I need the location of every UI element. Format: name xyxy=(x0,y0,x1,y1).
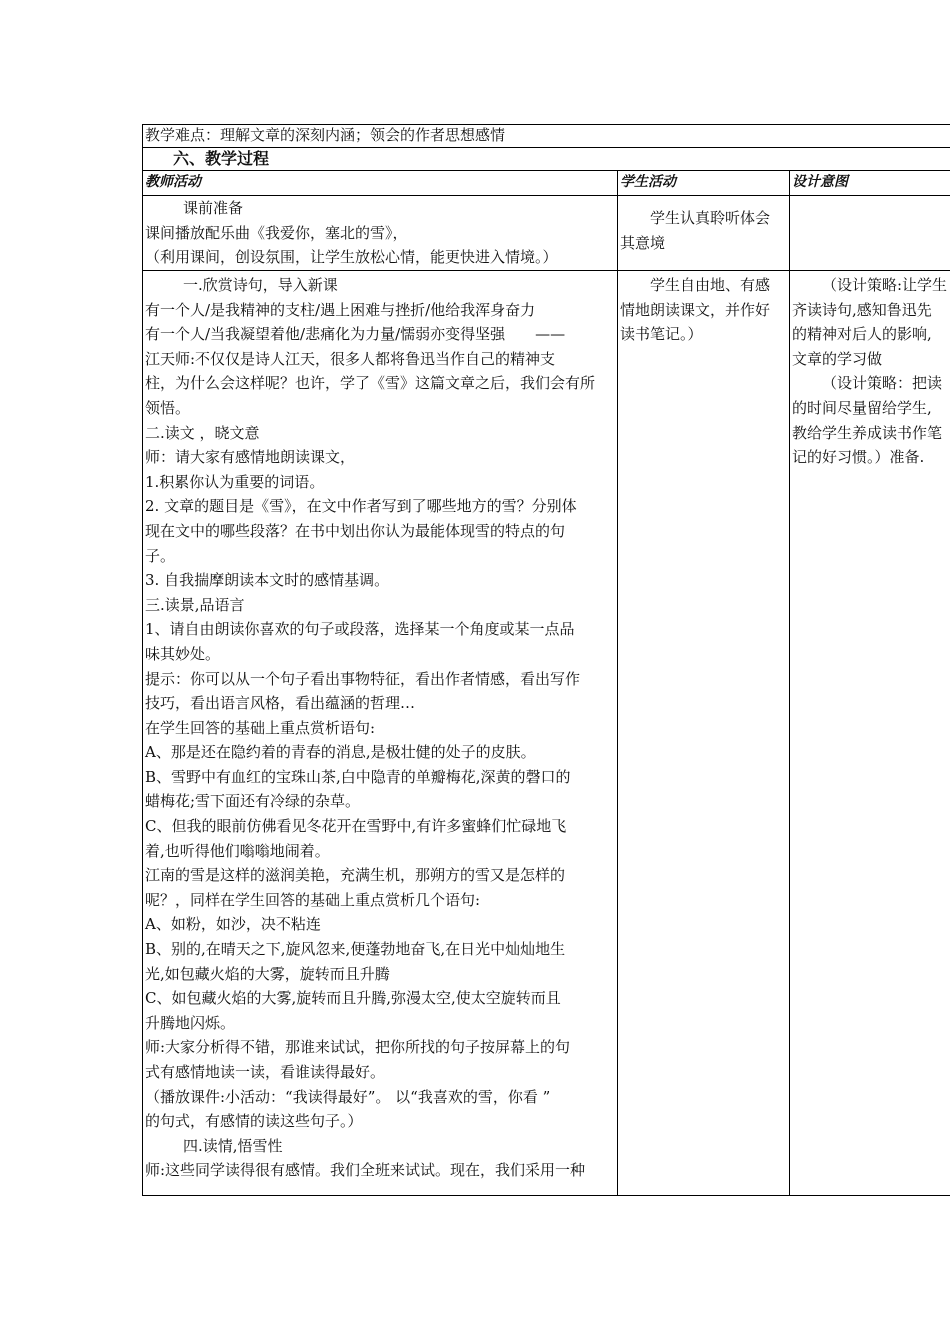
row-preparation xyxy=(143,196,950,271)
student-cell-preparation xyxy=(618,196,790,271)
text-line: 式有感情地读一读，看谁读得最好。 xyxy=(145,1063,386,1081)
text-line: 的时间尽量留给学生, xyxy=(792,398,932,417)
text-line: 四.读情,悟雪性 xyxy=(183,1136,283,1155)
text-line: 师:大家分析得不错，那谁来试试，把你所找的句子按屏幕上的句 xyxy=(145,1038,571,1057)
text-line: （播放课件:小活动：“我读得最好”。 以“我喜欢的雪，你看 ” xyxy=(145,1087,551,1106)
text-line: 师：请大家有感情地朗读课文， xyxy=(145,448,356,467)
text-line: 柱，为什么会这样呢？也许，学了《雪》这篇文章之后，我们会有所 xyxy=(145,374,596,393)
text-line: 在学生回答的基础上重点赏析语句: xyxy=(145,718,376,737)
text-line: 子。 xyxy=(145,546,176,565)
teacher-cell-preparation xyxy=(143,196,618,271)
text-line: 1、请自由朗读你喜欢的句子或段落，选择某一个角度或某一点品 xyxy=(145,620,575,639)
text-line: 三.读景,品语言 xyxy=(145,595,245,614)
header-row xyxy=(143,171,950,196)
header-teacher-activity: 教师活动 xyxy=(143,171,618,196)
text-line: （利用课间，创设氛围，让学生放松心情，能更快进入情境。） xyxy=(145,248,558,267)
text-line: 现在文中的哪些段落？在书中划出你认为最能体现雪的特点的句 xyxy=(145,521,566,540)
row-main-process xyxy=(143,271,950,1196)
text-line: 领悟。 xyxy=(145,398,191,417)
text-line: 教给学生养成读书作笔 xyxy=(792,423,943,442)
header-design-intent: 设计意图 xyxy=(790,171,950,196)
text-line: A、那是还在隐约着的青春的消息,是极壮健的处子的皮肤。 xyxy=(145,743,536,762)
text-line: 学生认真聆听体会 xyxy=(650,209,771,227)
lesson-plan-table xyxy=(142,124,950,1196)
design-cell-preparation xyxy=(790,196,950,271)
text-line: 读书笔记。） xyxy=(620,325,703,344)
section-title: 六、教学过程 xyxy=(143,148,950,171)
text-line: 师:这些同学读得很有感情。我们全班来试试。现在，我们采用一种 xyxy=(145,1161,586,1180)
text-line: C、如包藏火焰的大雾,旋转而且升腾,弥漫太空,使太空旋转而且 xyxy=(145,989,561,1008)
student-cell-main xyxy=(618,271,790,1196)
text-line: 学生自由地、有感 xyxy=(650,276,771,294)
text-line: 其意境 xyxy=(620,233,666,252)
text-line: 呢？，同样在学生回答的基础上重点赏析几个语句: xyxy=(145,890,481,909)
section-title-row xyxy=(143,148,950,171)
text-line: 升腾地闪烁。 xyxy=(145,1013,236,1032)
text-line: 的句式，有感情的读这些句子。） xyxy=(145,1112,363,1131)
text-line: 江天师:不仅仅是诗人江天，很多人都将鲁迅当作自己的精神支 xyxy=(145,349,556,368)
header-student-activity: 学生活动 xyxy=(618,171,790,196)
text-line: 课前准备 xyxy=(183,199,244,217)
text-line: 光,如包藏火焰的大雾，旋转而且升腾 xyxy=(145,964,390,983)
text-line: 课间播放配乐曲《我爱你，塞北的雪》， xyxy=(145,223,408,242)
text-line: A、如粉，如沙，决不粘连 xyxy=(145,915,321,934)
text-line: 提示：你可以从一个句子看出事物特征，看出作者情感，看出写作 xyxy=(145,669,581,688)
text-line: 一.欣赏诗句，导入新课 xyxy=(183,276,338,294)
text-line: C、但我的眼前仿佛看见冬花开在雪野中,有许多蜜蜂们忙碌地飞 xyxy=(145,817,567,836)
difficulty-row xyxy=(143,125,950,148)
text-line: 蜡梅花;雪下面还有冷绿的杂草。 xyxy=(145,792,361,811)
text-line: 文章的学习做 xyxy=(792,349,883,368)
text-line: 着,也听得他们嗡嗡地闹着。 xyxy=(145,841,330,860)
text-line: 技巧，看出语言风格，看出蕴涵的哲理… xyxy=(145,694,416,713)
design-cell-main xyxy=(790,271,950,1196)
text-line: （设计策略：把读 xyxy=(822,374,943,393)
text-line: 3. 自我揣摩朗读本文时的感情基调。 xyxy=(145,571,390,590)
teacher-cell-main xyxy=(143,271,618,1196)
text-line: 的精神对后人的影响, xyxy=(792,325,932,344)
text-line: （设计策略:让学生 xyxy=(822,276,948,294)
text-line: 齐读诗句,感知鲁迅先 xyxy=(792,300,932,319)
text-line: 情地朗读课文，并作好 xyxy=(620,300,771,319)
text-line: 有一个人/是我精神的支柱/遇上困难与挫折/他给我浑身奋力 xyxy=(145,300,536,319)
text-line: 味其妙处。 xyxy=(145,644,221,663)
text-line: 记的好习惯。）准备. xyxy=(792,448,925,467)
text-line: 1.积累你认为重要的词语。 xyxy=(145,472,325,491)
text-line: 二.读文 ，晓文意 xyxy=(145,423,260,442)
teaching-difficulty: 教学难点：理解文章的深刻内涵；领会的作者思想感情 xyxy=(143,125,950,148)
text-line: B、雪野中有血红的宝珠山茶,白中隐青的单瓣梅花,深黄的磬口的 xyxy=(145,767,571,786)
text-line: 有一个人/当我凝望着他/悲痛化为力量/懦弱亦变得坚强 —— xyxy=(145,325,566,344)
text-line: 2. 文章的题目是《雪》，在文中作者写到了哪些地方的雪？分别体 xyxy=(145,497,577,516)
text-line: 江南的雪是这样的滋润美艳，充满生机，那朔方的雪又是怎样的 xyxy=(145,866,566,885)
text-line: B、别的,在晴天之下,旋风忽来,便蓬勃地奋飞,在日光中灿灿地生 xyxy=(145,940,566,959)
